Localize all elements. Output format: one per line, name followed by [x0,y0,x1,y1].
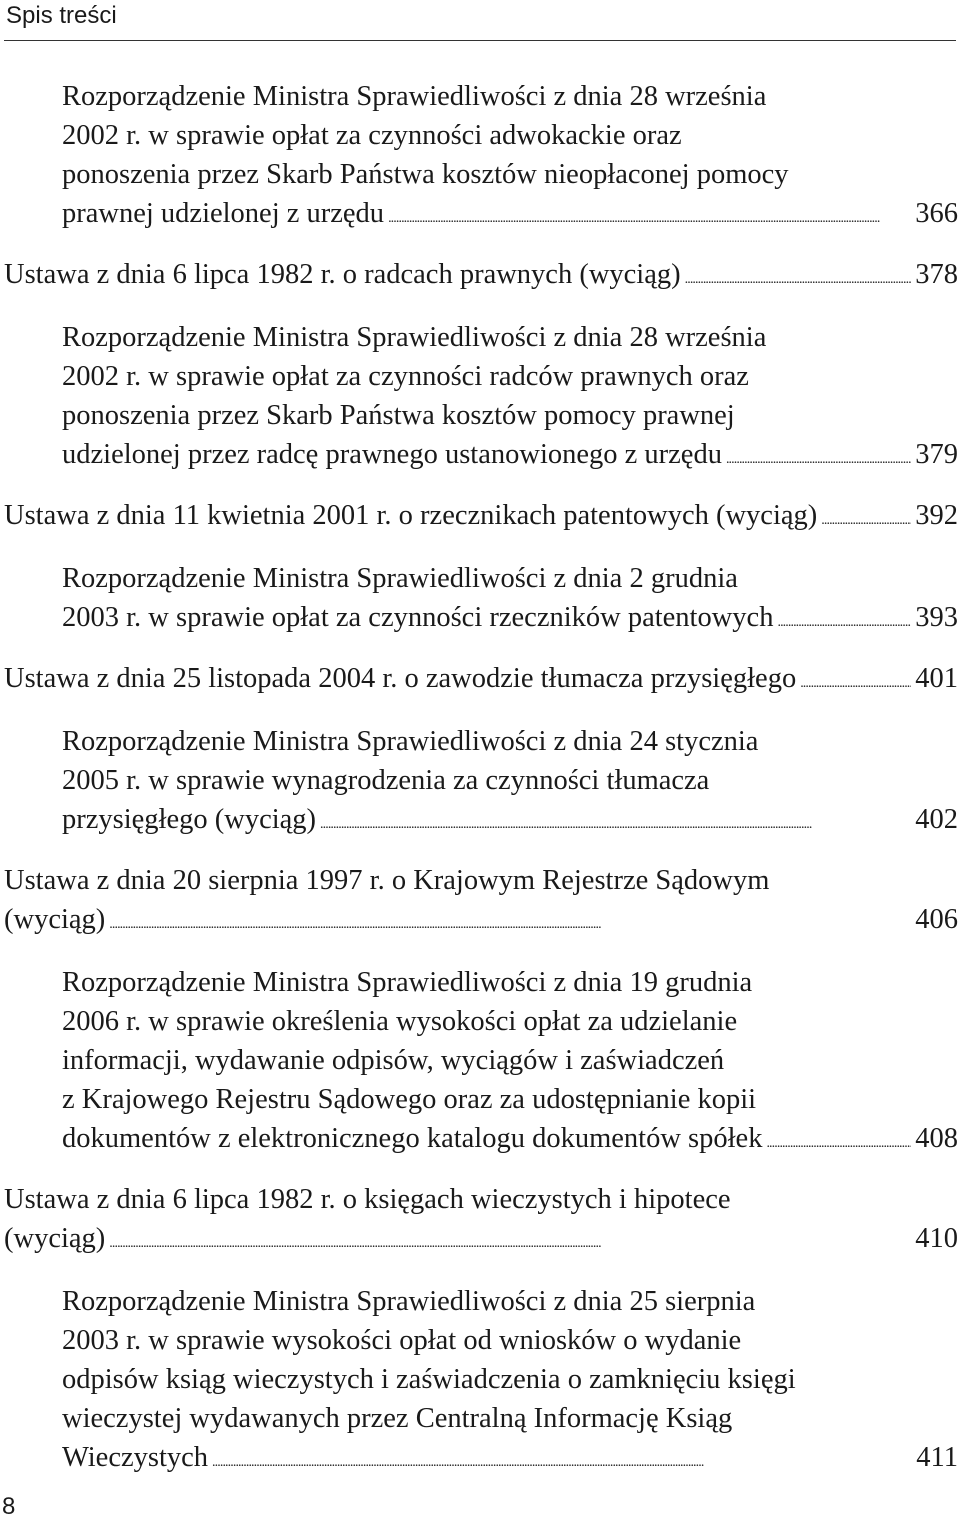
toc-entry-line: Rozporządzenie Ministra Sprawiedliwości z dnia 28 września [62,81,767,112]
toc-entry-final-line [62,194,958,238]
toc-entry-title-end: (wyciąg) [4,904,106,935]
toc-entry[interactable] [0,496,958,540]
dot-leader [766,1119,911,1163]
toc-entry-line: 2006 r. w sprawie określenia wysokości opłat za udzielanie [62,1006,738,1037]
toc-entry-final-line [62,435,958,479]
running-header-title: Spis treści [6,2,117,29]
toc-entry-final-line [62,800,958,844]
toc-entry[interactable] [0,722,958,844]
toc-entry-line: wieczystej wydawanych przez Centralną Informację Ksiąg [62,1403,733,1434]
toc-entry-title-end: 2003 r. w sprawie opłat za czynności rzeczników patentowych [62,602,774,633]
toc-page-reference[interactable]: 378 [915,259,958,290]
toc-entry-title-end: udzielonej przez radcę prawnego ustanowionego z urzędu [62,439,722,470]
toc-entry[interactable] [0,861,958,944]
toc-page-reference[interactable]: 401 [915,663,958,694]
folio-page-number: 8 [2,1493,16,1520]
toc-page-reference[interactable]: 392 [915,500,958,531]
toc-entry-final-line [4,659,958,703]
toc-entry-title-end: Ustawa z dnia 25 listopada 2004 r. o zawodzie tłumacza przysięgłego [4,663,797,694]
toc-entry-line: informacji, wydawanie odpisów, wyciągów i zaświadczeń [62,1045,725,1076]
dot-leader [109,900,911,944]
dot-leader [320,800,911,844]
toc-entry-line: Rozporządzenie Ministra Sprawiedliwości z dnia 28 września [62,322,767,353]
dot-leader [726,435,911,479]
toc-entry[interactable] [0,659,958,703]
toc-entry-line: Rozporządzenie Ministra Sprawiedliwości z dnia 25 sierpnia [62,1286,756,1317]
toc-entry[interactable] [0,318,958,479]
toc-entry-line: Rozporządzenie Ministra Sprawiedliwości z dnia 2 grudnia [62,563,738,594]
dot-leader [777,598,911,642]
toc-entry-line: z Krajowego Rejestru Sądowego oraz za udostępnianie kopii [62,1084,757,1115]
toc-entry-line: ponoszenia przez Skarb Państwa kosztów nieopłaconej pomocy [62,159,789,190]
toc-page-reference[interactable]: 408 [915,1123,958,1154]
toc-entry-title-end: Wieczystych [62,1442,209,1473]
toc-entry-title-end: Ustawa z dnia 11 kwietnia 2001 r. o rzecznikach patentowych (wyciąg) [4,500,818,531]
toc-entry-line: 2003 r. w sprawie wysokości opłat od wniosków o wydanie [62,1325,742,1356]
toc-entry-line: 2005 r. w sprawie wynagrodzenia za czynności tłumacza [62,765,710,796]
toc-entry-line: 2002 r. w sprawie opłat za czynności adwokackie oraz [62,120,682,151]
toc-entry[interactable] [0,77,958,238]
toc-entry-line: odpisów ksiąg wieczystych i zaświadczenia o zamknięciu księgi [62,1364,796,1395]
toc-entry-title-end: dokumentów z elektronicznego katalogu dokumentów spółek [62,1123,763,1154]
toc-page-reference[interactable]: 393 [915,602,958,633]
toc-entry-final-line [62,1438,958,1482]
toc-entry[interactable] [0,1180,958,1263]
toc-entry-title-end: prawnej udzielonej z urzędu [62,198,385,229]
toc-entry[interactable] [0,1282,958,1482]
toc-entry-final-line [62,1119,958,1163]
toc-page-reference[interactable]: 411 [916,1442,958,1473]
toc-page-reference[interactable]: 406 [915,904,958,935]
dot-leader [821,496,911,540]
toc-entry-final-line [4,900,958,944]
toc-entry-final-line [4,255,958,299]
table-of-contents [0,77,958,1499]
toc-entry-final-line [4,1219,958,1263]
toc-entry-line: Rozporządzenie Ministra Sprawiedliwości z dnia 19 grudnia [62,967,753,998]
toc-page-reference[interactable]: 410 [915,1223,958,1254]
toc-entry[interactable] [0,963,958,1163]
dot-leader [800,659,911,703]
dot-leader [388,194,911,238]
toc-entry[interactable] [0,255,958,299]
toc-entry-title-end: (wyciąg) [4,1223,106,1254]
toc-entry[interactable] [0,559,958,642]
toc-page-reference[interactable]: 366 [915,198,958,229]
toc-entry-final-line [62,598,958,642]
dot-leader [685,255,912,299]
toc-entry-line: Rozporządzenie Ministra Sprawiedliwości z dnia 24 stycznia [62,726,759,757]
toc-entry-line: 2002 r. w sprawie opłat za czynności radców prawnych oraz [62,361,749,392]
toc-entry-title-end: Ustawa z dnia 6 lipca 1982 r. o radcach prawnych (wyciąg) [4,259,681,290]
toc-entry-line: Ustawa z dnia 6 lipca 1982 r. o księgach wieczystych i hipotece [4,1184,731,1215]
toc-page-reference[interactable]: 379 [915,439,958,470]
toc-page-reference[interactable]: 402 [915,804,958,835]
toc-entry-final-line [4,496,958,540]
toc-entry-line: Ustawa z dnia 20 sierpnia 1997 r. o Krajowym Rejestrze Sądowym [4,865,770,896]
header-divider [4,40,956,41]
dot-leader [109,1219,911,1263]
dot-leader [212,1438,912,1482]
toc-entry-title-end: przysięgłego (wyciąg) [62,804,317,835]
toc-entry-line: ponoszenia przez Skarb Państwa kosztów pomocy prawnej [62,400,735,431]
